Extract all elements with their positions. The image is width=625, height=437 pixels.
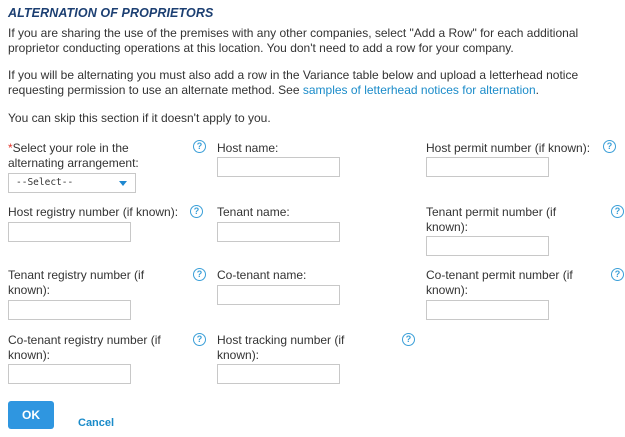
- cancel-link[interactable]: Cancel: [78, 417, 115, 429]
- tenant-registry-input[interactable]: [8, 300, 131, 320]
- cotenant-registry-label: Co-tenant registry number (if known):: [8, 333, 161, 362]
- alternating-paragraph: [8, 68, 620, 98]
- host-registry-input[interactable]: [8, 222, 131, 242]
- host-registry-help-icon[interactable]: ?: [190, 205, 203, 218]
- tenant-registry-help-icon[interactable]: ?: [193, 268, 206, 281]
- cotenant-permit-help-icon[interactable]: ?: [611, 268, 624, 281]
- role-select-value: --Select--: [16, 177, 74, 188]
- cotenant-name-input[interactable]: [217, 285, 340, 305]
- role-select[interactable]: [8, 173, 136, 193]
- chevron-down-icon: [119, 181, 127, 186]
- tenant-permit-label: Tenant permit number (if known):: [426, 205, 557, 234]
- required-mark: *: [8, 141, 13, 155]
- host-permit-label: Host permit number (if known):: [426, 141, 591, 155]
- section-title: ALTERNATION OF PROPRIETORS: [8, 6, 214, 20]
- cotenant-permit-input[interactable]: [426, 300, 549, 320]
- cotenant-permit-label: Co-tenant permit number (if known):: [426, 268, 573, 297]
- cotenant-registry-input[interactable]: [8, 364, 131, 384]
- cotenant-name-label: Co-tenant name:: [217, 268, 307, 282]
- tenant-permit-help-icon[interactable]: ?: [611, 205, 624, 218]
- intro-paragraph: If you are sharing the use of the premises with any other companies, select "Add a Row" for each additional proprietor conducting operations at this location. You don't need to add a row for your company.: [8, 26, 579, 55]
- host-tracking-label: Host tracking number (if known):: [217, 333, 345, 362]
- host-name-label: Host name:: [217, 141, 279, 155]
- host-tracking-input[interactable]: [217, 364, 340, 384]
- tenant-permit-input[interactable]: [426, 236, 549, 256]
- ok-button[interactable]: OK: [8, 401, 54, 429]
- role-label-text: Select your role in the alternating arrangement:: [8, 141, 139, 170]
- letterhead-samples-link[interactable]: samples of letterhead notices for alternation: [302, 83, 536, 97]
- alternating-text-end: .: [535, 83, 539, 97]
- host-name-input[interactable]: [217, 157, 340, 177]
- host-permit-input[interactable]: [426, 157, 549, 177]
- cotenant-registry-help-icon[interactable]: ?: [193, 333, 206, 346]
- tenant-name-input[interactable]: [217, 222, 340, 242]
- role-help-icon[interactable]: ?: [193, 140, 206, 153]
- host-permit-help-icon[interactable]: ?: [603, 140, 616, 153]
- alternating-text: If you will be alternating you must also add a row in the Variance table below and upload a letterhead notice requesting permission to use an alternate method. See: [8, 68, 579, 97]
- host-tracking-help-icon[interactable]: ?: [402, 333, 415, 346]
- host-registry-label: Host registry number (if known):: [8, 205, 179, 219]
- tenant-name-label: Tenant name:: [217, 205, 290, 219]
- skip-paragraph: You can skip this section if it doesn't apply to you.: [8, 111, 271, 125]
- tenant-registry-label: Tenant registry number (if known):: [8, 268, 145, 297]
- role-label: [8, 141, 178, 171]
